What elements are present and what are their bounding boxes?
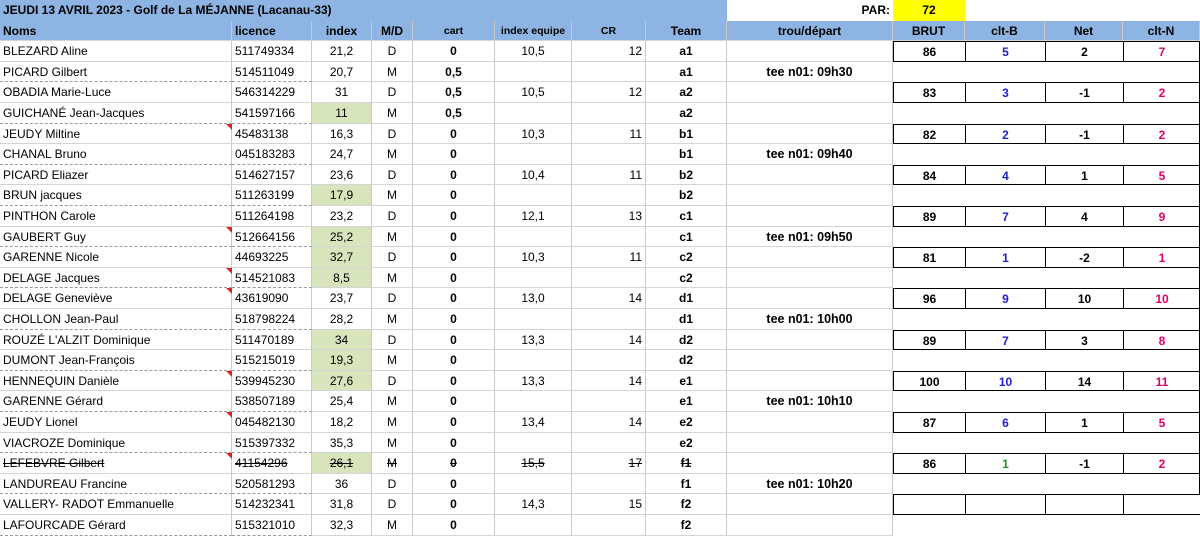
cell-cart[interactable]: 0 (413, 165, 495, 186)
cell-name[interactable]: HENNEQUIN Danièle (0, 371, 232, 392)
cell-index-equipe[interactable] (495, 350, 572, 371)
cell-index-equipe[interactable]: 10,3 (495, 247, 572, 268)
cell-cart[interactable]: 0 (413, 206, 495, 227)
cell-index[interactable]: 28,2 (312, 309, 372, 330)
cell-name[interactable]: GARENNE Nicole (0, 247, 232, 268)
cell-index-equipe[interactable] (495, 474, 572, 495)
cell-name[interactable]: LANDUREAU Francine (0, 474, 232, 495)
cell-index[interactable]: 26,1 (312, 453, 372, 474)
cell-trou-depart[interactable]: tee n01: 09h30 (727, 62, 893, 83)
cell-trou-depart[interactable] (727, 82, 893, 103)
cell-index[interactable]: 25,4 (312, 391, 372, 412)
cell-index[interactable]: 34 (312, 330, 372, 351)
cell-trou-depart[interactable] (727, 103, 893, 124)
cell-licence[interactable]: 511264198 (232, 206, 312, 227)
cell-cr[interactable] (572, 309, 646, 330)
cell-index[interactable]: 20,7 (312, 62, 372, 83)
cell-name[interactable]: PICARD Eliazer (0, 165, 232, 186)
cell-clt-n[interactable] (1123, 494, 1200, 515)
cell-net[interactable]: 2 (1045, 41, 1123, 62)
cell-clt-n[interactable]: 10 (1123, 288, 1200, 309)
cell-md[interactable]: M (372, 62, 413, 83)
cell-md[interactable]: D (372, 247, 413, 268)
cell-net[interactable]: 1 (1045, 412, 1123, 433)
cell-team[interactable]: c2 (646, 247, 727, 268)
cell-cr[interactable] (572, 62, 646, 83)
cell-team[interactable]: e1 (646, 371, 727, 392)
cell-licence[interactable]: 045482130 (232, 412, 312, 433)
cell-name[interactable]: LAFOURCADE Gérard (0, 515, 232, 536)
cell-name[interactable]: GUICHANÉ Jean-Jacques (0, 103, 232, 124)
cell-cart[interactable]: 0 (413, 41, 495, 62)
cell-md[interactable]: D (372, 288, 413, 309)
cell-md[interactable]: M (372, 185, 413, 206)
cell-brut[interactable]: 87 (893, 412, 965, 433)
cell-cr[interactable] (572, 515, 646, 536)
comment-indicator-icon[interactable] (226, 227, 232, 233)
cell-name[interactable]: DUMONT Jean-François (0, 350, 232, 371)
column-header-md[interactable]: M/D (372, 21, 413, 42)
cell-team[interactable]: e1 (646, 391, 727, 412)
cell-index-equipe[interactable]: 13,4 (495, 412, 572, 433)
cell-md[interactable]: M (372, 391, 413, 412)
cell-cart[interactable]: 0 (413, 453, 495, 474)
par-label[interactable]: PAR: (861, 3, 890, 17)
cell-cart[interactable]: 0 (413, 309, 495, 330)
cell-md[interactable]: M (372, 412, 413, 433)
cell-index[interactable]: 24,7 (312, 144, 372, 165)
cell-md[interactable]: D (372, 206, 413, 227)
cell-trou-depart[interactable]: tee n01: 10h20 (727, 474, 893, 495)
cell-name[interactable]: PINTHON Carole (0, 206, 232, 227)
cell-cr[interactable]: 13 (572, 206, 646, 227)
cell-net[interactable] (1045, 494, 1123, 515)
cell-clt-b[interactable]: 5 (965, 41, 1045, 62)
cell-trou-depart[interactable] (727, 124, 893, 145)
cell-index[interactable]: 32,7 (312, 247, 372, 268)
cell-md[interactable]: M (372, 144, 413, 165)
cell-team[interactable]: b1 (646, 144, 727, 165)
comment-indicator-icon[interactable] (226, 288, 232, 294)
cell-cart[interactable]: 0 (413, 288, 495, 309)
cell-cart[interactable]: 0 (413, 494, 495, 515)
cell-md[interactable]: D (372, 124, 413, 145)
cell-net[interactable]: 1 (1045, 165, 1123, 186)
cell-team[interactable]: f1 (646, 474, 727, 495)
cell-clt-n[interactable]: 7 (1123, 41, 1200, 62)
cell-cr[interactable]: 14 (572, 330, 646, 351)
cell-md[interactable]: D (372, 330, 413, 351)
cell-clt-b[interactable]: 9 (965, 288, 1045, 309)
column-header-clt-n[interactable]: clt-N (1123, 21, 1200, 42)
cell-cr[interactable]: 12 (572, 41, 646, 62)
cell-name[interactable]: LEFEBVRE Gilbert (0, 453, 232, 474)
cell-brut[interactable]: 83 (893, 82, 965, 103)
cell-licence[interactable]: 511749334 (232, 41, 312, 62)
cell-licence[interactable]: 539945230 (232, 371, 312, 392)
cell-team[interactable]: d2 (646, 350, 727, 371)
cell-clt-n[interactable]: 5 (1123, 165, 1200, 186)
cell-cr[interactable] (572, 433, 646, 454)
cell-index[interactable]: 36 (312, 474, 372, 495)
cell-brut[interactable]: 100 (893, 371, 965, 392)
cell-clt-n[interactable]: 2 (1123, 82, 1200, 103)
cell-cr[interactable]: 14 (572, 412, 646, 433)
cell-name[interactable]: JEUDY Miltine (0, 124, 232, 145)
cell-index[interactable]: 18,2 (312, 412, 372, 433)
cell-licence[interactable]: 41154296 (232, 453, 312, 474)
cell-trou-depart[interactable]: tee n01: 09h50 (727, 227, 893, 248)
cell-index-equipe[interactable] (495, 268, 572, 289)
cell-licence[interactable]: 538507189 (232, 391, 312, 412)
cell-clt-n[interactable]: 11 (1123, 371, 1200, 392)
cell-cr[interactable] (572, 268, 646, 289)
cell-trou-depart[interactable]: tee n01: 09h40 (727, 144, 893, 165)
column-header-name[interactable]: Noms (0, 21, 232, 42)
cell-net[interactable]: 4 (1045, 206, 1123, 227)
cell-name[interactable]: GAUBERT Guy (0, 227, 232, 248)
column-header-index[interactable]: index (312, 21, 372, 42)
cell-name[interactable]: PICARD Gilbert (0, 62, 232, 83)
cell-licence[interactable]: 511263199 (232, 185, 312, 206)
cell-cart[interactable]: 0,5 (413, 82, 495, 103)
cell-team[interactable]: f2 (646, 515, 727, 536)
cell-team[interactable]: a1 (646, 41, 727, 62)
cell-clt-b[interactable]: 10 (965, 371, 1045, 392)
cell-index[interactable]: 31 (312, 82, 372, 103)
cell-index-equipe[interactable]: 10,5 (495, 82, 572, 103)
cell-cart[interactable]: 0 (413, 433, 495, 454)
cell-licence[interactable]: 512664156 (232, 227, 312, 248)
cell-index-equipe[interactable]: 12,1 (495, 206, 572, 227)
cell-clt-b[interactable]: 6 (965, 412, 1045, 433)
comment-indicator-icon[interactable] (226, 124, 232, 130)
cell-md[interactable]: D (372, 494, 413, 515)
cell-md[interactable]: D (372, 82, 413, 103)
cell-licence[interactable]: 541597166 (232, 103, 312, 124)
cell-team[interactable]: a2 (646, 103, 727, 124)
cell-index-equipe[interactable] (495, 433, 572, 454)
cell-cart[interactable]: 0,5 (413, 103, 495, 124)
cell-clt-b[interactable]: 2 (965, 124, 1045, 145)
cell-md[interactable]: M (372, 515, 413, 536)
cell-index[interactable]: 17,9 (312, 185, 372, 206)
cell-cr[interactable] (572, 103, 646, 124)
cell-index[interactable]: 8,5 (312, 268, 372, 289)
cell-cart[interactable]: 0,5 (413, 62, 495, 83)
cell-team[interactable]: d1 (646, 288, 727, 309)
cell-net[interactable]: 3 (1045, 330, 1123, 351)
cell-name[interactable]: BLEZARD Aline (0, 41, 232, 62)
cell-md[interactable]: D (372, 371, 413, 392)
cell-team[interactable]: b2 (646, 185, 727, 206)
cell-cr[interactable]: 17 (572, 453, 646, 474)
cell-trou-depart[interactable]: tee n01: 10h00 (727, 309, 893, 330)
cell-md[interactable]: D (372, 165, 413, 186)
cell-team[interactable]: e2 (646, 412, 727, 433)
cell-trou-depart[interactable] (727, 268, 893, 289)
cell-trou-depart[interactable] (727, 494, 893, 515)
column-header-trou-depart[interactable]: trou/départ (727, 21, 893, 42)
cell-trou-depart[interactable] (727, 247, 893, 268)
cell-cart[interactable]: 0 (413, 124, 495, 145)
cell-net[interactable]: 14 (1045, 371, 1123, 392)
column-header-team[interactable]: Team (646, 21, 727, 42)
cell-team[interactable]: a1 (646, 62, 727, 83)
cell-md[interactable]: D (372, 474, 413, 495)
cell-licence[interactable]: 44693225 (232, 247, 312, 268)
cell-cart[interactable]: 0 (413, 268, 495, 289)
cell-team[interactable]: d1 (646, 309, 727, 330)
cell-trou-depart[interactable] (727, 288, 893, 309)
cell-trou-depart[interactable]: tee n01: 10h10 (727, 391, 893, 412)
comment-indicator-icon[interactable] (226, 453, 232, 459)
cell-clt-n[interactable]: 2 (1123, 124, 1200, 145)
par-value[interactable]: 72 (893, 0, 965, 21)
cell-index-equipe[interactable]: 14,3 (495, 494, 572, 515)
cell-index[interactable]: 23,6 (312, 165, 372, 186)
cell-index[interactable]: 16,3 (312, 124, 372, 145)
cell-index-equipe[interactable]: 13,3 (495, 330, 572, 351)
cell-name[interactable]: CHANAL Bruno (0, 144, 232, 165)
cell-cr[interactable]: 14 (572, 288, 646, 309)
cell-trou-depart[interactable] (727, 412, 893, 433)
cell-cr[interactable] (572, 391, 646, 412)
cell-trou-depart[interactable] (727, 206, 893, 227)
cell-net[interactable]: 10 (1045, 288, 1123, 309)
cell-cr[interactable] (572, 144, 646, 165)
cell-md[interactable]: M (372, 453, 413, 474)
cell-index-equipe[interactable] (495, 144, 572, 165)
cell-team[interactable]: b1 (646, 124, 727, 145)
cell-index-equipe[interactable] (495, 515, 572, 536)
cell-cart[interactable]: 0 (413, 474, 495, 495)
cell-cart[interactable]: 0 (413, 412, 495, 433)
cell-md[interactable]: M (372, 309, 413, 330)
cell-cr[interactable] (572, 474, 646, 495)
cell-md[interactable]: M (372, 268, 413, 289)
cell-name[interactable]: OBADIA Marie-Luce (0, 82, 232, 103)
cell-net[interactable]: -2 (1045, 247, 1123, 268)
cell-index[interactable]: 23,7 (312, 288, 372, 309)
cell-brut[interactable]: 86 (893, 41, 965, 62)
cell-cart[interactable]: 0 (413, 391, 495, 412)
cell-brut[interactable]: 96 (893, 288, 965, 309)
cell-md[interactable]: M (372, 103, 413, 124)
cell-net[interactable]: -1 (1045, 453, 1123, 474)
cell-clt-n[interactable]: 8 (1123, 330, 1200, 351)
sheet-title[interactable]: JEUDI 13 AVRIL 2023 - Golf de La MÉJANNE (Lacanau-33) (0, 0, 727, 21)
cell-clt-n[interactable]: 9 (1123, 206, 1200, 227)
cell-team[interactable]: f2 (646, 494, 727, 515)
cell-name[interactable]: JEUDY Lionel (0, 412, 232, 433)
cell-cart[interactable]: 0 (413, 144, 495, 165)
cell-team[interactable]: c2 (646, 268, 727, 289)
cell-cr[interactable]: 11 (572, 165, 646, 186)
cell-clt-b[interactable]: 1 (965, 453, 1045, 474)
cell-trou-depart[interactable] (727, 41, 893, 62)
cell-cart[interactable]: 0 (413, 330, 495, 351)
comment-indicator-icon[interactable] (226, 412, 232, 418)
cell-index[interactable]: 25,2 (312, 227, 372, 248)
cell-clt-b[interactable]: 7 (965, 330, 1045, 351)
cell-clt-b[interactable]: 3 (965, 82, 1045, 103)
cell-index-equipe[interactable]: 10,3 (495, 124, 572, 145)
comment-indicator-icon[interactable] (226, 268, 232, 274)
cell-cart[interactable]: 0 (413, 515, 495, 536)
cell-cr[interactable] (572, 350, 646, 371)
cell-trou-depart[interactable] (727, 185, 893, 206)
cell-team[interactable]: c1 (646, 206, 727, 227)
cell-licence[interactable]: 045183283 (232, 144, 312, 165)
cell-team[interactable]: e2 (646, 433, 727, 454)
cell-clt-b[interactable]: 4 (965, 165, 1045, 186)
cell-cr[interactable] (572, 227, 646, 248)
cell-index-equipe[interactable] (495, 62, 572, 83)
cell-clt-n[interactable]: 1 (1123, 247, 1200, 268)
cell-licence[interactable]: 518798224 (232, 309, 312, 330)
cell-brut[interactable]: 84 (893, 165, 965, 186)
cell-name[interactable]: VALLERY- RADOT Emmanuelle (0, 494, 232, 515)
cell-name[interactable]: VIACROZE Dominique (0, 433, 232, 454)
cell-licence[interactable]: 514627157 (232, 165, 312, 186)
cell-cr[interactable]: 11 (572, 124, 646, 145)
cell-index[interactable]: 21,2 (312, 41, 372, 62)
cell-name[interactable]: GARENNE Gérard (0, 391, 232, 412)
cell-clt-b[interactable]: 7 (965, 206, 1045, 227)
column-header-brut[interactable]: BRUT (893, 21, 965, 42)
cell-name[interactable]: BRUN jacques (0, 185, 232, 206)
cell-cart[interactable]: 0 (413, 350, 495, 371)
cell-licence[interactable]: 514521083 (232, 268, 312, 289)
cell-cr[interactable]: 11 (572, 247, 646, 268)
cell-md[interactable]: M (372, 433, 413, 454)
cell-cart[interactable]: 0 (413, 227, 495, 248)
cell-trou-depart[interactable] (727, 453, 893, 474)
cell-md[interactable]: M (372, 350, 413, 371)
cell-index-equipe[interactable]: 10,4 (495, 165, 572, 186)
cell-index[interactable]: 31,8 (312, 494, 372, 515)
cell-licence[interactable]: 520581293 (232, 474, 312, 495)
cell-index-equipe[interactable]: 13,3 (495, 371, 572, 392)
cell-team[interactable]: f1 (646, 453, 727, 474)
cell-index[interactable]: 35,3 (312, 433, 372, 454)
cell-trou-depart[interactable] (727, 371, 893, 392)
cell-team[interactable]: c1 (646, 227, 727, 248)
cell-clt-b[interactable]: 1 (965, 247, 1045, 268)
cell-clt-n[interactable]: 2 (1123, 453, 1200, 474)
cell-index-equipe[interactable] (495, 227, 572, 248)
column-header-cart[interactable]: cart (413, 21, 495, 42)
cell-index[interactable]: 11 (312, 103, 372, 124)
cell-net[interactable]: -1 (1045, 124, 1123, 145)
cell-index[interactable]: 23,2 (312, 206, 372, 227)
cell-md[interactable]: D (372, 41, 413, 62)
cell-name[interactable]: CHOLLON Jean-Paul (0, 309, 232, 330)
cell-licence[interactable]: 514511049 (232, 62, 312, 83)
cell-name[interactable]: DELAGE Geneviève (0, 288, 232, 309)
cell-index-equipe[interactable] (495, 391, 572, 412)
cell-brut[interactable] (893, 494, 965, 515)
cell-licence[interactable]: 43619090 (232, 288, 312, 309)
cell-trou-depart[interactable] (727, 433, 893, 454)
column-header-licence[interactable]: licence (232, 21, 312, 42)
cell-cr[interactable] (572, 185, 646, 206)
cell-index-equipe[interactable] (495, 185, 572, 206)
cell-cr[interactable]: 15 (572, 494, 646, 515)
cell-index-equipe[interactable]: 10,5 (495, 41, 572, 62)
cell-name[interactable]: ROUZÉ L'ALZIT Dominique (0, 330, 232, 351)
cell-licence[interactable]: 511470189 (232, 330, 312, 351)
cell-licence[interactable]: 515215019 (232, 350, 312, 371)
cell-index-equipe[interactable] (495, 103, 572, 124)
cell-trou-depart[interactable] (727, 330, 893, 351)
cell-licence[interactable]: 546314229 (232, 82, 312, 103)
cell-cart[interactable]: 0 (413, 247, 495, 268)
cell-cart[interactable]: 0 (413, 185, 495, 206)
cell-clt-b[interactable] (965, 494, 1045, 515)
cell-md[interactable]: M (372, 227, 413, 248)
cell-index[interactable]: 27,6 (312, 371, 372, 392)
cell-net[interactable]: -1 (1045, 82, 1123, 103)
column-header-net[interactable]: Net (1045, 21, 1123, 42)
cell-index[interactable]: 19,3 (312, 350, 372, 371)
column-header-clt-b[interactable]: clt-B (965, 21, 1045, 42)
cell-index-equipe[interactable] (495, 309, 572, 330)
cell-licence[interactable]: 514232341 (232, 494, 312, 515)
cell-clt-n[interactable]: 5 (1123, 412, 1200, 433)
cell-index-equipe[interactable]: 15,5 (495, 453, 572, 474)
cell-index[interactable]: 32,3 (312, 515, 372, 536)
cell-licence[interactable]: 515321010 (232, 515, 312, 536)
cell-licence[interactable]: 515397332 (232, 433, 312, 454)
cell-trou-depart[interactable] (727, 350, 893, 371)
comment-indicator-icon[interactable] (226, 371, 232, 377)
cell-team[interactable]: a2 (646, 82, 727, 103)
cell-brut[interactable]: 89 (893, 330, 965, 351)
cell-trou-depart[interactable] (727, 515, 893, 536)
cell-cart[interactable]: 0 (413, 371, 495, 392)
cell-brut[interactable]: 89 (893, 206, 965, 227)
cell-name[interactable]: DELAGE Jacques (0, 268, 232, 289)
cell-team[interactable]: d2 (646, 330, 727, 351)
cell-team[interactable]: b2 (646, 165, 727, 186)
cell-brut[interactable]: 86 (893, 453, 965, 474)
cell-brut[interactable]: 82 (893, 124, 965, 145)
column-header-index-equipe[interactable]: index equipe (495, 21, 572, 42)
column-header-cr[interactable]: CR (572, 21, 646, 42)
cell-index-equipe[interactable]: 13,0 (495, 288, 572, 309)
cell-licence[interactable]: 45483138 (232, 124, 312, 145)
cell-cr[interactable]: 14 (572, 371, 646, 392)
cell-cr[interactable]: 12 (572, 82, 646, 103)
cell-trou-depart[interactable] (727, 165, 893, 186)
cell-brut[interactable]: 81 (893, 247, 965, 268)
